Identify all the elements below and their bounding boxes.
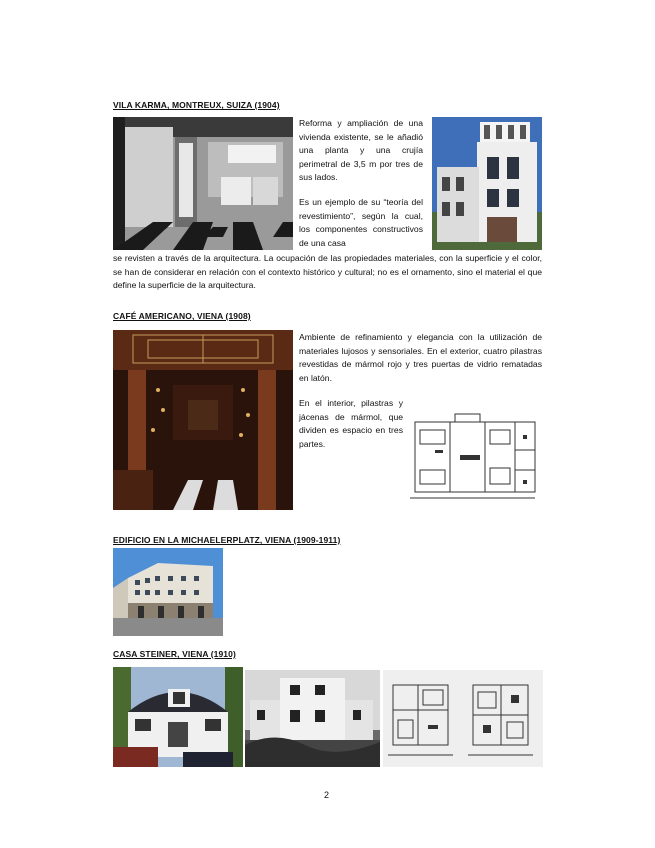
vila-karma-interior-photo xyxy=(113,117,293,250)
cafe-americano-paragraph-2: En el interior, pilastras y jácenas de mármol, que dividen es espacio en tres partes. xyxy=(299,398,403,449)
section-heading-cafe-americano: CAFÉ AMERICANO, VIENA (1908) xyxy=(113,311,251,321)
cafe-americano-floor-plan xyxy=(405,410,542,505)
page-number: 2 xyxy=(324,790,330,800)
vila-karma-paragraph-2b: se revisten a través de la arquitectura. La ocupación de las propiedades materiales, con la superficie y el color, se han de considerar en relación con el contexto histórico y cultural; no es el ornamento, sino el material el que define la superficie de la arquitectura. xyxy=(113,253,542,291)
cafe-americano-paragraph-1: Ambiente de refinamiento y elegancia con la utilización de materiales lujosos y sensoriales. En el exterior, cuatro pilastras revestidas de mármol rojo y tres puertas de vidrio rematadas en latón. xyxy=(299,332,542,383)
section-heading-casa-steiner: CASA STEINER, VIENA (1910) xyxy=(113,649,236,659)
cafe-americano-interior-photo xyxy=(113,330,293,510)
casa-steiner-bw-photo xyxy=(245,670,380,767)
casa-steiner-color-photo xyxy=(113,667,243,767)
vila-karma-exterior-photo xyxy=(432,117,542,250)
section-heading-michaelerplatz: EDIFICIO EN LA MICHAELERPLATZ, VIENA (1909-1911) xyxy=(113,535,341,545)
vila-karma-paragraph-2a: Es un ejemplo de su “teoría del revestimiento”, según la cual, los componentes constructivos de una casa xyxy=(299,197,423,248)
section-heading-vila-karma: VILA KARMA, MONTREUX, SUIZA (1904) xyxy=(113,100,280,110)
michaelerplatz-building-photo xyxy=(113,548,223,636)
casa-steiner-floor-plans xyxy=(383,670,543,767)
vila-karma-paragraph-1: Reforma y ampliación de una vivienda existente, se le añadió una planta y una crujía perimetral de 3,5 m por tres de sus lados. xyxy=(299,118,423,183)
